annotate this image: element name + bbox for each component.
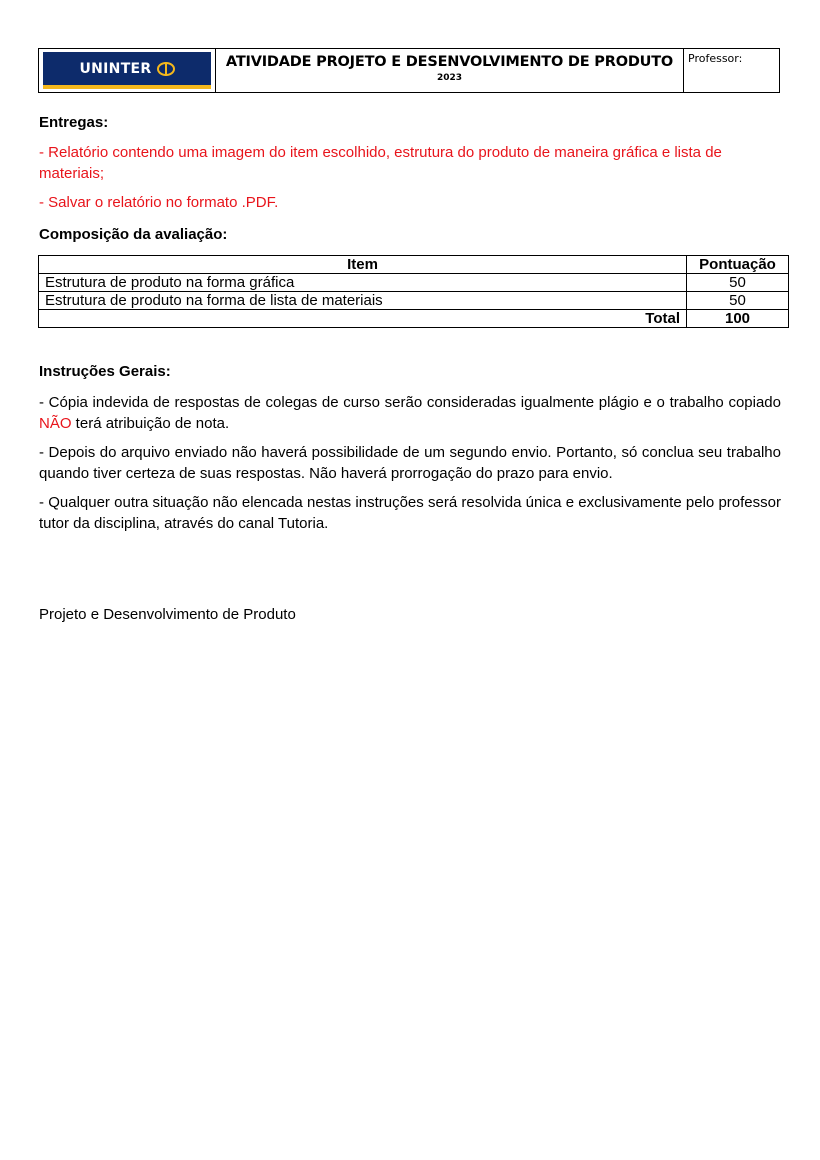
row-points: 50 [687, 292, 789, 310]
title-cell [216, 49, 684, 92]
row-points: 50 [687, 274, 789, 292]
evaluation-table [38, 255, 789, 328]
row-item: Estrutura de produto na forma de lista de materiais [39, 292, 687, 310]
table-row [39, 292, 789, 310]
deliverable-item: - Salvar o relatório no formato .PDF. [39, 194, 279, 211]
professor-cell [684, 49, 779, 92]
document-title: ATIVIDADE PROJETO E DESENVOLVIMENTO DE PRODUTO [225, 54, 674, 70]
total-points: 100 [687, 310, 789, 328]
row-item: Estrutura de produto na forma gráfica [39, 274, 687, 292]
instruction-item: - Qualquer outra situação não elencada nestas instruções será resolvida única e exclusivamente pelo professor tutor da disciplina, através do canal Tutoria. [39, 494, 781, 532]
table-total-row [39, 310, 789, 328]
deliverables-heading: Entregas: [39, 114, 109, 131]
uninter-logo [43, 52, 211, 89]
instructions-heading: Instruções Gerais: [39, 363, 171, 380]
column-header-points: Pontuação [687, 256, 789, 274]
table-header-row [39, 256, 789, 274]
logo-cell [39, 49, 216, 92]
footer-text: Projeto e Desenvolvimento de Produto [39, 606, 296, 623]
deliverable-item: - Relatório contendo uma imagem do item escolhido, estrutura do produto de maneira gráfica e lista de materiais; [39, 144, 722, 182]
instruction-item: - Depois do arquivo enviado não haverá possibilidade de um segundo envio. Portanto, só conclua seu trabalho quando tiver certeza de suas respostas. Não haverá prorrogação do prazo para envio. [39, 444, 781, 482]
evaluation-heading: Composição da avaliação: [39, 226, 228, 243]
total-label: Total [39, 310, 687, 328]
document-year: 2023 [436, 73, 463, 83]
instruction-item [39, 392, 781, 434]
professor-label: Professor: [688, 52, 743, 65]
instruction-emphasis: NÃO [39, 415, 72, 432]
logo-text: UNINTER [79, 61, 152, 77]
column-header-item: Item [39, 256, 687, 274]
globe-icon [157, 62, 175, 76]
table-row [39, 274, 789, 292]
instruction-text: - Cópia indevida de respostas de colegas de curso serão consideradas igualmente plágio e o trabalho copiado [39, 394, 781, 411]
document-header [38, 48, 780, 93]
instruction-text: terá atribuição de nota. [71, 415, 230, 432]
